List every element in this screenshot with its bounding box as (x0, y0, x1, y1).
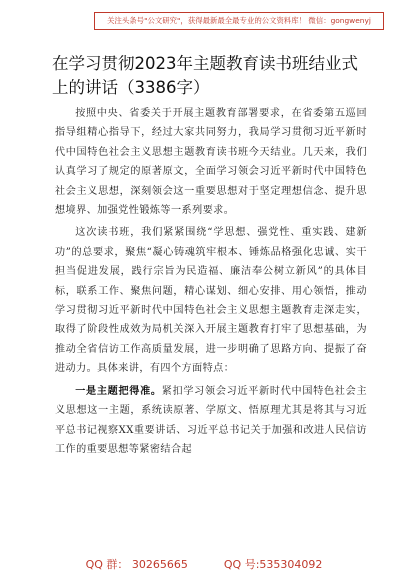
paragraph-3-text: 紧扣学习领会习近平新时代中国特色社会主义思想这一主题，系统读原著、学原文、悟原理尤其是将其与习近平总书记视察XX重要讲话、习近平总书记关于加强和改进人民信访工作的重要思想等紧密结合起 (55, 385, 367, 455)
paragraph-3 (55, 382, 367, 460)
document-body (55, 104, 367, 459)
footer-qq-group: QQ 群： 30265665 (85, 558, 188, 571)
document-title: 在学习贯彻2023年主题教育读书班结业式上的讲话（3386字） (52, 54, 358, 97)
header-banner: 关注头条号"公文研究"，获得最新最全最专业的公文资料库！ 微信：gongwenyj (94, 12, 384, 30)
footer-qq-number: QQ 号:535304092 (223, 558, 323, 571)
paragraph-3-lead: 一是主题把得准。 (75, 385, 162, 397)
paragraph-1: 按照中央、省委关于开展主题教育部署要求，在省委第五巡回指导组精心指导下，经过大家共同努力，我局学习贯彻习近平新时代中国特色社会主义思想主题教育读书班今天结业。几天来，我们认真学习了规定的原著原文，全面学习领会习近平新时代中国特色社会主义思想，深刻领会这一重要思想对于坚定理想信念、提升思想境界、加强党性锻炼等一系列要求。 (55, 108, 367, 217)
footer-contact (0, 556, 408, 572)
paragraph-2: 这次读书班，我们紧紧围绕“学思想、强党性、重实践、建新功”的总要求，聚焦“凝心铸魂筑牢根本、锤炼品格强化忠诚、实干担当促进发展，践行宗旨为民造福、廉洁奉公树立新风”的具体目标，联系工作、聚焦问题，精心谋划、细心安排、用心领悟，推动学习贯彻习近平新时代中国特色社会主义思想主题教育走深走实，取得了阶段性成效为局机关深入开展主题教育打牢了思想基础，为推动全省信访工作高质量发展，进一步明确了思路方向、提振了奋进动力。具体来讲，有四个方面特点： (55, 227, 367, 375)
